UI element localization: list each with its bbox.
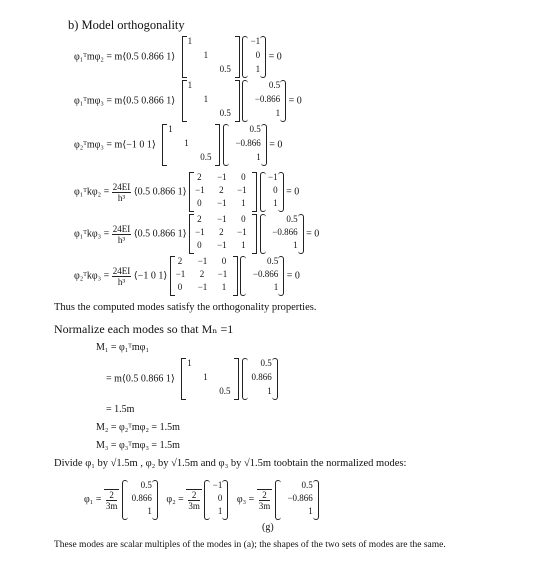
- mass-eq-3: [74, 124, 282, 166]
- closing-statement: These modes are scalar multiples of the modes in (a); the shapes of the two sets of modes are the same.: [54, 540, 446, 550]
- normalized-mode-1: φ₁ = $\frac{2}{3m}$ 0.5 0.866 1: [84, 494, 160, 505]
- mass-eq-1: [74, 36, 282, 78]
- stiff-coef: $\frac{24EI}{\text{h³}}$: [112, 181, 131, 203]
- stiff-coef: $\frac{24EI}{\text{h³}}$: [112, 265, 131, 287]
- stiff-eq-2: [74, 214, 319, 254]
- stiff-coef: $\frac{24EI}{\text{h³}}$: [112, 223, 131, 245]
- orthogonality-statement: Thus the computed modes satisfy the orthogonality properties.: [54, 302, 317, 313]
- stiffness-matrix: 2 −1 0 −1 2 −1 0 −1 1: [189, 214, 257, 254]
- stiff-eq-rhs: = 0: [286, 186, 300, 198]
- stiff-eq-3: [74, 256, 300, 296]
- mode-vector: 0.5 0.866 1: [242, 358, 278, 400]
- divide-statement: Divide φ₁ by √1.5m , φ₂ by √1.5m and φ₃ by √1.5m toobtain the normalized modes:: [54, 458, 407, 469]
- mass-eq-lhs: φ₁ᵀmφ₂ = m⟨0.5 0.866 1⟩: [74, 51, 176, 63]
- mode-vector: −1 0 1: [242, 36, 266, 78]
- m3-line: M₃ = φ₃ᵀmφ₃ = 1.5m: [96, 440, 180, 451]
- m1-expansion: [106, 358, 278, 400]
- normalized-modes: [84, 480, 319, 520]
- stiffness-matrix: 2 −1 0 −1 2 −1 0 −1 1: [170, 256, 238, 296]
- mass-matrix: 1 1 0.5: [182, 80, 240, 122]
- mode-vector: 0.5 −0.866 1: [242, 80, 286, 122]
- mode-vector: 0.5 −0.866 1: [223, 124, 267, 166]
- normalized-mode-3: φ₃ = $\frac{2}{3m}$ 0.5 −0.866 1: [237, 494, 319, 505]
- mass-eq-2: [74, 80, 302, 122]
- mass-eq-rhs: = 0: [269, 139, 283, 151]
- mass-eq-lhs: φ₁ᵀmφ₃ = m⟨0.5 0.866 1⟩: [74, 95, 176, 107]
- stiff-eq-lhs: φ₂ᵀkφ₃ =: [74, 270, 110, 282]
- equation-tag: (g): [262, 522, 274, 533]
- normalize-statement: Normalize each modes so that Mₙ =1: [54, 322, 234, 336]
- stiff-row: ⟨0.5 0.866 1⟩: [133, 228, 187, 240]
- mass-eq-rhs: = 0: [268, 51, 282, 63]
- stiff-eq-rhs: = 0: [306, 228, 320, 240]
- stiff-eq-rhs: = 0: [286, 270, 300, 282]
- stiff-row: ⟨−1 0 1⟩: [133, 270, 168, 282]
- mass-eq-rhs: = 0: [288, 95, 302, 107]
- mass-matrix: 1 1 0.5: [181, 358, 239, 400]
- m1-definition: M₁ = φ₁ᵀmφ₁: [96, 342, 149, 353]
- stiff-eq-1: [74, 172, 299, 212]
- m2-line: M₂ = φ₂ᵀmφ₂ = 1.5m: [96, 422, 180, 433]
- mass-matrix: 1 1 0.5: [162, 124, 220, 166]
- stiff-eq-lhs: φ₁ᵀkφ₂ =: [74, 186, 110, 198]
- stiff-row: ⟨0.5 0.866 1⟩: [133, 186, 187, 198]
- m1-result: = 1.5m: [106, 404, 135, 415]
- stiffness-matrix: 2 −1 0 −1 2 −1 0 −1 1: [189, 172, 257, 212]
- mass-matrix: 1 1 0.5: [182, 36, 240, 78]
- mode-vector: −1 0 1: [260, 172, 284, 212]
- mass-eq-lhs: φ₂ᵀmφ₃ = m⟨−1 0 1⟩: [74, 139, 156, 151]
- mode-vector: 0.5 −0.866 1: [260, 214, 304, 254]
- section-heading: b) Model orthogonality: [68, 18, 185, 32]
- stiff-eq-lhs: φ₁ᵀkφ₃ =: [74, 228, 110, 240]
- mode-vector: 0.5 −0.866 1: [240, 256, 284, 296]
- m1-row: = m⟨0.5 0.866 1⟩: [106, 373, 175, 385]
- normalized-mode-2: φ₂ = $\frac{2}{3m}$ −1 0 1: [166, 494, 230, 505]
